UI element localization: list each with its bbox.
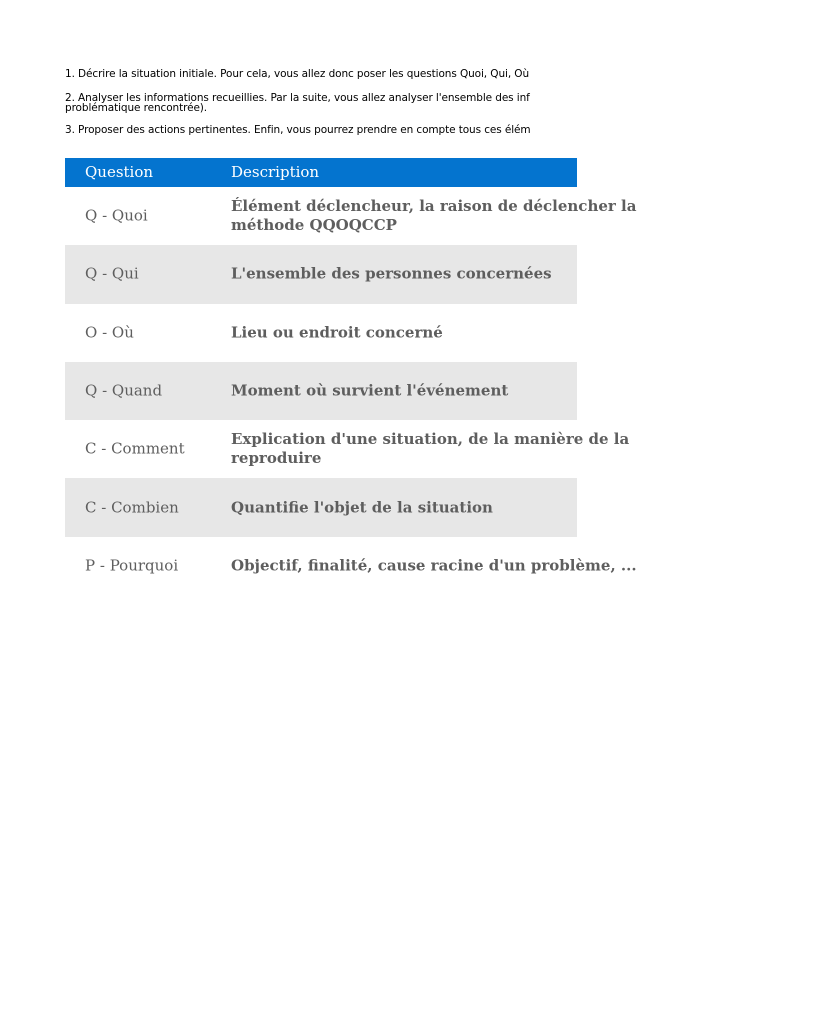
table-row: [65, 478, 577, 536]
row-question: Q - Quand: [85, 381, 163, 400]
row-description: Élément déclencheur, la raison de déclencher la méthode QQOQCCP: [231, 197, 637, 235]
table-row: [65, 420, 630, 478]
instruction-step-2: [65, 93, 825, 113]
document-viewport: [65, 0, 637, 600]
row-question: O - Où: [85, 323, 134, 342]
row-description: L'ensemble des personnes concernées: [231, 264, 552, 283]
header-description: Description: [231, 163, 320, 181]
row-question: Q - Qui: [85, 264, 139, 283]
row-description: Lieu ou endroit concerné: [231, 323, 443, 342]
table-header: [65, 158, 577, 187]
table-row: [65, 537, 637, 595]
row-question: Q - Quoi: [85, 206, 148, 225]
row-description: Quantifie l'objet de la situation: [231, 498, 493, 517]
row-question: P - Pourquoi: [85, 556, 179, 575]
instruction-step-1: 1. Décrire la situation initiale. Pour cela, vous allez donc poser les questions Quoi, Qui, Où: [65, 68, 530, 80]
row-description: Moment où survient l'événement: [231, 381, 509, 400]
qqoqccp-table: [65, 158, 637, 595]
table-row: [65, 304, 577, 362]
table-row: [65, 362, 577, 420]
header-question: Question: [85, 163, 154, 181]
table-row: [65, 187, 637, 245]
instruction-step-2-line-1: 2. Analyser les informations recueillies. Par la suite, vous allez analyser l'ensemble des inf: [65, 92, 530, 104]
table-row: [65, 245, 577, 303]
row-question: C - Combien: [85, 498, 179, 517]
row-question: C - Comment: [85, 439, 185, 458]
row-description: Explication d'une situation, de la manière de la reproduire: [231, 430, 630, 468]
instruction-step-3: 3. Proposer des actions pertinentes. Enfin, vous pourrez prendre en compte tous ces élém: [65, 124, 531, 136]
row-description: Objectif, finalité, cause racine d'un problème, ...: [231, 556, 637, 575]
instruction-step-2-line-2: problématique rencontrée).: [65, 102, 208, 114]
